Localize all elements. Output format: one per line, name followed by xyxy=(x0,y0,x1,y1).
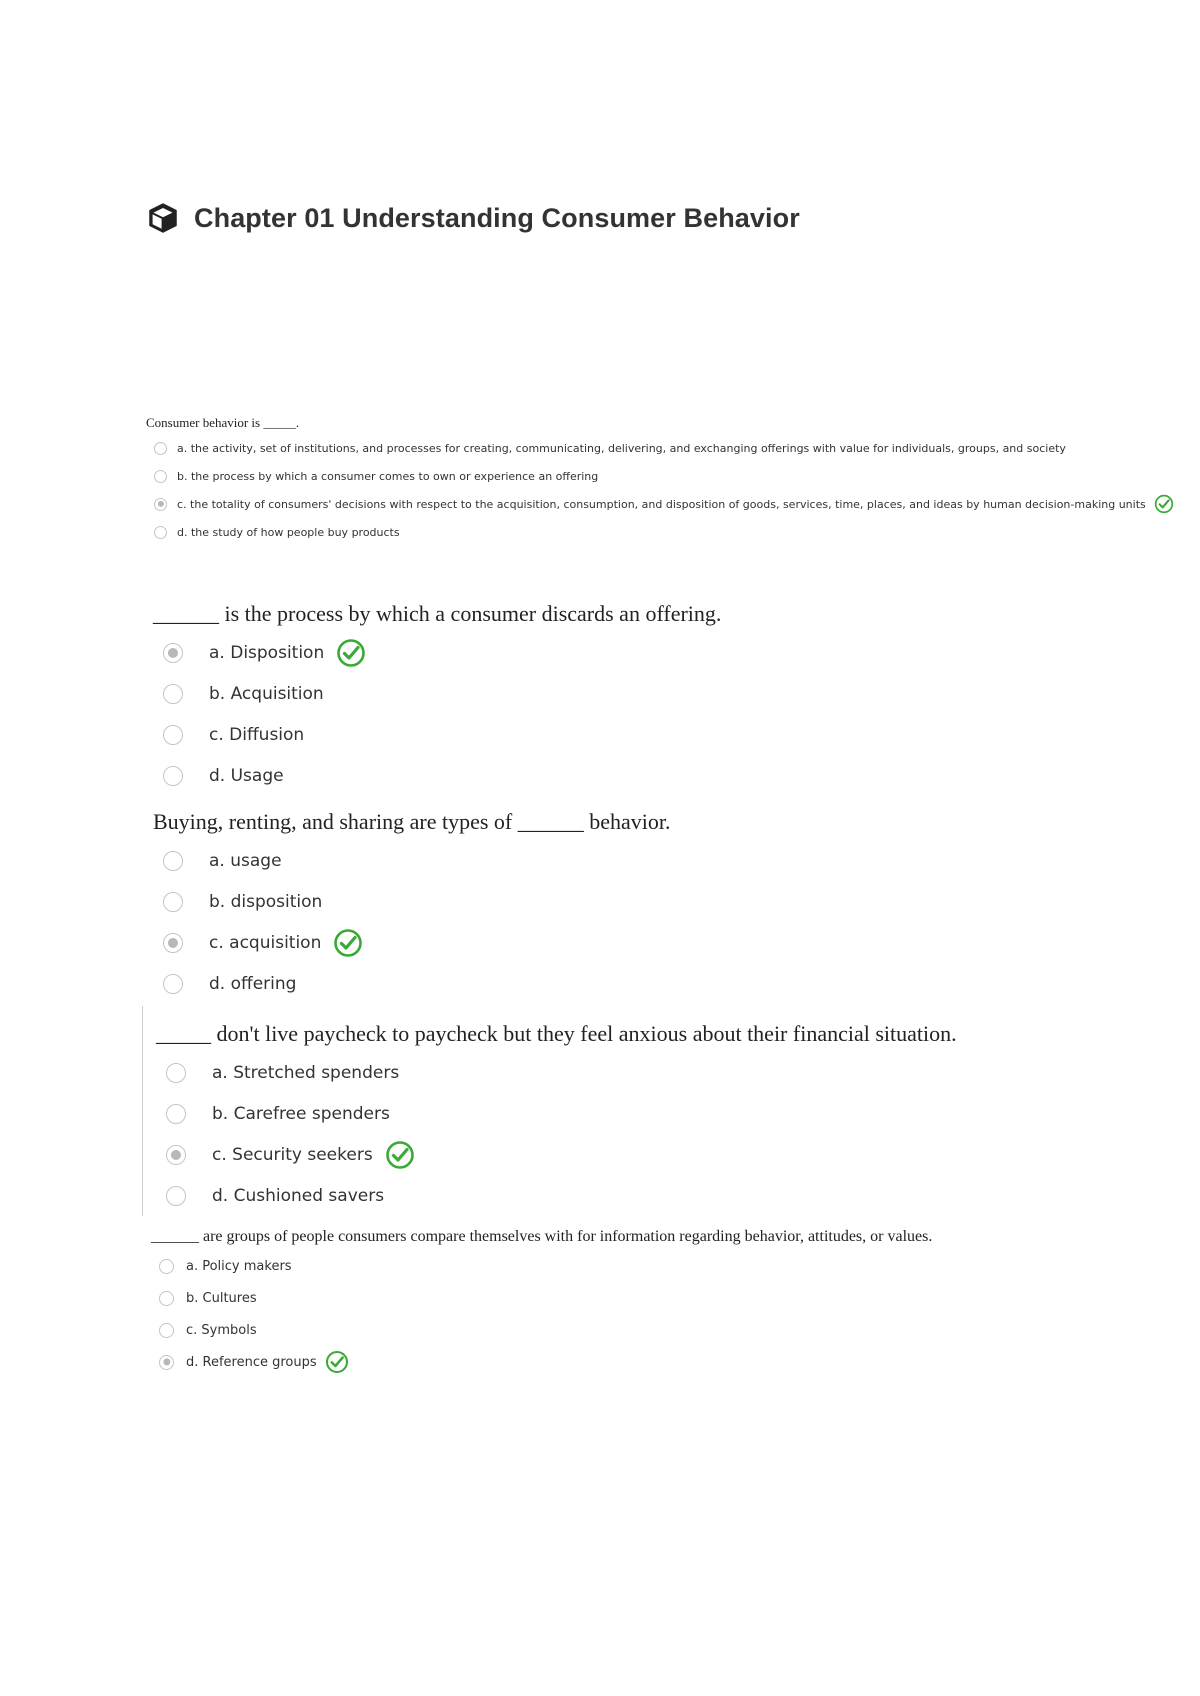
answer-label: c. Diffusion xyxy=(209,724,305,745)
answer-label: a. usage xyxy=(209,850,282,871)
correct-check-icon xyxy=(325,1350,349,1374)
answer-option[interactable] xyxy=(163,963,671,1004)
correct-check-icon xyxy=(336,638,366,668)
answer-label: b. disposition xyxy=(209,891,323,912)
question-stem: ______ are groups of people consumers compare themselves with for information regarding behavior, attitudes, or values. xyxy=(151,1228,933,1245)
answer-option[interactable] xyxy=(154,434,1174,462)
radio-button[interactable] xyxy=(166,1186,186,1206)
answer-option[interactable] xyxy=(159,1314,932,1346)
page-title: Chapter 01 Understanding Consumer Behavior xyxy=(194,202,800,233)
answer-option[interactable] xyxy=(154,490,1174,518)
answer-option[interactable] xyxy=(159,1282,932,1314)
answer-label: a. Stretched spenders xyxy=(212,1062,400,1083)
answer-label: c. acquisition xyxy=(209,932,322,953)
answer-option[interactable] xyxy=(154,518,1174,546)
question-4 xyxy=(156,1016,957,1216)
answer-option[interactable] xyxy=(163,632,721,673)
answer-label: c. Symbols xyxy=(186,1322,257,1338)
question-divider xyxy=(142,1006,143,1216)
question-1 xyxy=(146,412,1174,546)
radio-button[interactable] xyxy=(163,892,183,912)
question-3 xyxy=(153,804,671,1004)
radio-button[interactable] xyxy=(166,1104,186,1124)
answer-label: d. offering xyxy=(209,973,297,994)
answer-label: a. Disposition xyxy=(209,642,325,663)
answer-option[interactable] xyxy=(154,462,1174,490)
answer-option[interactable] xyxy=(163,673,721,714)
radio-button-selected[interactable] xyxy=(163,933,183,953)
page-header xyxy=(146,198,800,238)
answer-option[interactable] xyxy=(163,881,671,922)
answer-label: c. Security seekers xyxy=(212,1144,373,1165)
radio-button[interactable] xyxy=(166,1063,186,1083)
radio-button[interactable] xyxy=(163,766,183,786)
correct-check-icon xyxy=(333,928,363,958)
radio-button[interactable] xyxy=(159,1323,174,1338)
answer-option[interactable] xyxy=(166,1093,957,1134)
radio-button-selected[interactable] xyxy=(159,1355,174,1370)
answer-label: a. the activity, set of institutions, and processes for creating, communicating, delivering, and exchanging offerings with value for individuals, groups, and society xyxy=(177,441,1066,455)
answer-option[interactable] xyxy=(163,922,671,963)
correct-check-icon xyxy=(385,1140,415,1170)
radio-button[interactable] xyxy=(163,851,183,871)
radio-button[interactable] xyxy=(154,442,167,455)
radio-button[interactable] xyxy=(163,725,183,745)
question-stem: Consumer behavior is _____. xyxy=(146,415,300,430)
radio-button[interactable] xyxy=(159,1291,174,1306)
radio-button[interactable] xyxy=(163,974,183,994)
cube-icon xyxy=(146,201,180,235)
radio-button[interactable] xyxy=(154,526,167,539)
correct-check-icon xyxy=(1154,494,1174,514)
answer-option[interactable] xyxy=(163,755,721,796)
radio-button[interactable] xyxy=(159,1259,174,1274)
answer-label: d. Usage xyxy=(209,765,284,786)
radio-button-selected[interactable] xyxy=(154,498,167,511)
answer-label: c. the totality of consumers' decisions with respect to the acquisition, consumption, and disposition of goods, services, time, places, and ideas by human decision-making units xyxy=(177,497,1146,511)
question-2 xyxy=(153,596,721,796)
answer-option[interactable] xyxy=(159,1250,932,1282)
radio-button[interactable] xyxy=(154,470,167,483)
answer-label: a. Policy makers xyxy=(186,1258,292,1274)
answer-option[interactable] xyxy=(163,840,671,881)
radio-button[interactable] xyxy=(163,684,183,704)
answer-option[interactable] xyxy=(166,1052,957,1093)
answer-option[interactable] xyxy=(166,1134,957,1175)
answer-label: b. Carefree spenders xyxy=(212,1103,390,1124)
answer-label: b. the process by which a consumer comes to own or experience an offering xyxy=(177,469,599,483)
question-stem: _____ don't live paycheck to paycheck but they feel anxious about their financial situation. xyxy=(156,1021,957,1046)
question-5 xyxy=(151,1224,932,1378)
answer-label: d. the study of how people buy products xyxy=(177,525,400,539)
question-stem: Buying, renting, and sharing are types of ______ behavior. xyxy=(153,809,671,834)
radio-button-selected[interactable] xyxy=(163,643,183,663)
answer-option[interactable] xyxy=(163,714,721,755)
answer-label: b. Acquisition xyxy=(209,683,324,704)
answer-option[interactable] xyxy=(166,1175,957,1216)
answer-option[interactable] xyxy=(159,1346,932,1378)
radio-button-selected[interactable] xyxy=(166,1145,186,1165)
answer-label: b. Cultures xyxy=(186,1290,257,1306)
answer-label: d. Reference groups xyxy=(186,1354,317,1370)
answer-label: d. Cushioned savers xyxy=(212,1185,385,1206)
question-stem: ______ is the process by which a consumer discards an offering. xyxy=(153,601,722,626)
